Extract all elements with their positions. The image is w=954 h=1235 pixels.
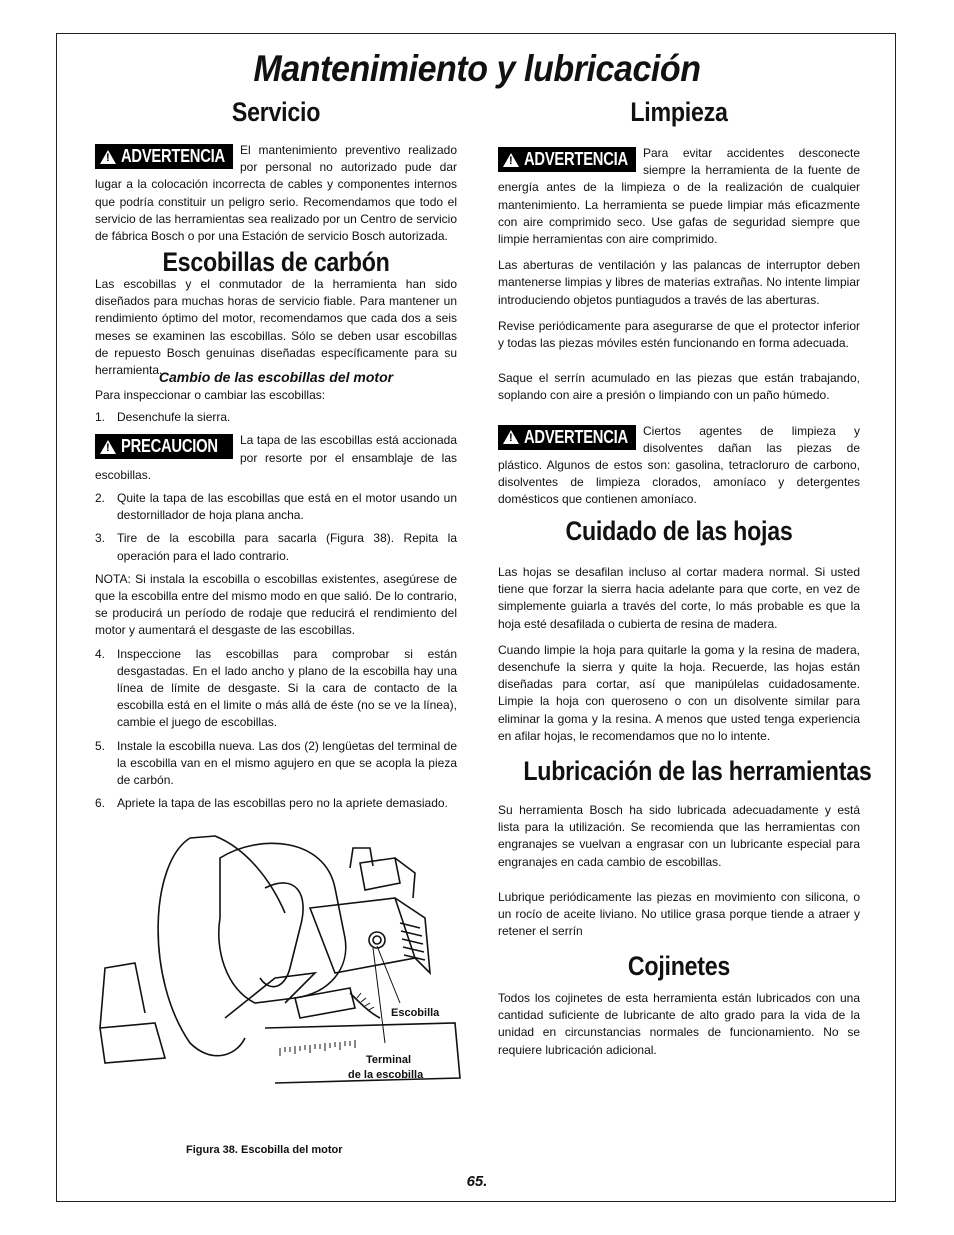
servicio-heading: Servicio xyxy=(231,97,321,127)
warning-triangle-icon: ! xyxy=(100,440,116,454)
hojas-p2: Cuando limpie la hoja para quitarle la goma y la resina de madera, desenchufe la sierra y quite la hoja. Recuerde, las hojas están diseñadas para cortar, así que manipúlelas cuidadosamente. Limpie la hoja con queroseno o con un disolvente similar para eliminar la goma y la resina. A menos que usted tenga experiencia en afilar hojas, le recomendamos que no lo intente. xyxy=(498,642,860,743)
warning-triangle-icon: ! xyxy=(100,150,116,164)
lubricacion-p2: Lubrique periódicamente las piezas en movimiento con silicona, o un rocío de aceite liviano. No utilice grasa porque tiende a atraer y retener el serrín xyxy=(498,889,860,939)
warning-triangle-icon: ! xyxy=(503,430,519,444)
cojinetes-p1: Todos los cojinetes de esta herramienta están lubricados con una cantidad suficiente de lubricante de alto grado para la vida de la unidad en circunstancias normales de funcionamiento. No se requiere lubricación adicional. xyxy=(498,991,860,1057)
steps-intro: Para inspeccionar o cambiar las escobillas: xyxy=(95,388,326,402)
limpieza-section xyxy=(498,145,860,509)
hojas-heading: Cuidado de las hojas xyxy=(565,516,793,546)
label-terminal-2: de la escobilla xyxy=(348,1069,424,1081)
list-item: 6. Apriete la tapa de las escobillas pero no la apriete demasiado. xyxy=(95,796,448,811)
list-item: 2. Quite la tapa de las escobillas que está en el motor usando un destornillador de hoja plana ancha. xyxy=(95,491,457,523)
escobillas-heading: Escobillas de carbón xyxy=(162,247,390,277)
warning-triangle-icon: ! xyxy=(503,153,519,167)
lubricacion-p1: Su herramienta Bosch ha sido lubricada adecuadamente y está lista para la utilización. Se recomienda que las herramientas con engranajes se vuelvan a engrasar con un lubricante especial para engranajes en cada cambio de escobillas. xyxy=(498,803,860,869)
list-item: 3. Tire de la escobilla para sacarla (Figura 38). Repita la operación para el lado contrario. xyxy=(95,531,457,563)
label-escobilla: Escobilla xyxy=(391,1007,440,1019)
lubricacion-section xyxy=(498,802,860,940)
limpieza-p3: Saque el serrín acumulado en las piezas que están trabajando, soplando con aire a presión o limpiando con un paño húmedo. xyxy=(498,371,860,403)
hojas-p1: Las hojas se desafilan incluso al cortar madera normal. Si usted tiene que forzar la sierra hacia adelante para que corte, en vez de simplemente guiarla a través del corte, lo más probable es que la hoja esté desafilada o cubierta de resina de madera. xyxy=(498,565,860,631)
list-item: 5. Instale la escobilla nueva. Las dos (2) lengüetas del terminal de la escobilla van en el mismo agujero en que se acopla la pieza de carbón. xyxy=(95,738,457,788)
escobillas-steps xyxy=(95,387,457,812)
figure-caption: Figura 38. Escobilla del motor xyxy=(186,1144,343,1156)
escobillas-subheading: Cambio de las escobillas del motor xyxy=(158,369,394,385)
list-item: 1. Desenchufe la sierra. xyxy=(95,410,231,425)
warning-badge: ! ADVERTENCIA xyxy=(498,425,636,450)
nota-text: NOTA: Si instala la escobilla o escobillas existentes, asegúrese de que la escobilla entre del mismo modo en que salió. De lo contrario, se producirá un período de rodaje que reducirá el rendimiento del motor y aumentará el desgaste de las escobillas. xyxy=(95,571,457,638)
limpieza-warning-1: ! ADVERTENCIA Para evitar accidentes desconecte siempre la herramienta de la fuente de energía antes de la limpieza o de la realización de cualquier mantenimiento. La herramienta se puede limpiar más eficazmente con aire comprimido seco. Use gafas de seguridad siempre que limpie herramientas con aire comprimido. xyxy=(498,146,860,247)
escobillas-intro: Las escobillas y el conmutador de la herramienta han sido diseñados para muchas horas de servicio fiable. Para mantener un rendimiento óptimo del motor, recomendamos que cada dos a seis meses se examinen las escobillas. Sólo se deben usar escobillas de repuesto Bosch genuinas diseñadas específicamente para su herramienta. xyxy=(95,277,457,378)
warning-badge: ! ADVERTENCIA xyxy=(498,147,636,172)
servicio-section xyxy=(95,142,457,245)
lubricacion-heading: Lubricación de las herramientas xyxy=(523,756,872,786)
label-terminal-1: Terminal xyxy=(366,1054,412,1066)
page-number: 65. xyxy=(466,1173,488,1190)
limpieza-warning-2: ! ADVERTENCIA Ciertos agentes de limpieza y disolventes dañan las piezas de plástico. Algunos de estos son: gasolina, tetracloruro de carbono, disolventes de limpieza clorados, amoníaco y detergentes domésticos que contienen amoníaco. xyxy=(498,423,860,507)
page-title: Mantenimiento y lubricación xyxy=(253,48,701,89)
caution-badge: ! PRECAUCION xyxy=(95,434,233,459)
caution-text: La tapa de las escobillas está accionada por resorte por el ensamblaje de las escobillas. xyxy=(95,433,457,482)
limpieza-p1: Las aberturas de ventilación y las palancas de interruptor deben mantenerse limpias y libres de materias extrañas. No intente limpiar introduciendo objetos puntiagudos a través de las aberturas. xyxy=(498,258,860,307)
hojas-section xyxy=(498,564,860,745)
limpieza-heading: Limpieza xyxy=(630,97,728,127)
warning-badge: ! ADVERTENCIA xyxy=(95,144,233,169)
caution-block xyxy=(95,432,457,484)
list-item: 4. Inspeccione las escobillas para comprobar si están desgastadas. En el lado ancho y plano de la escobilla hay una línea de límite de desgaste. Si la cara de contacto de la escobilla está en el limite o más allá de éste (no se ve la línea), cambie el juego de escobillas. xyxy=(95,646,457,730)
limpieza-p2: Revise periódicamente para asegurarse de que el protector inferior y todas las piezas móviles estén funcionando en forma adecuada. xyxy=(498,318,860,351)
cojinetes-heading: Cojinetes xyxy=(627,951,731,981)
servicio-warning-text: El mantenimiento preventivo realizado por personal no autorizado pude dar lugar a la colocación incorrecta de cables y componentes internos que podría constituir un peligro serio. Recomendamos que todo el servicio de las herramientas sea realizado por un Centro de servicio de fábrica Bosch o por una Estación de servicio Bosch autorizada. xyxy=(95,143,457,244)
